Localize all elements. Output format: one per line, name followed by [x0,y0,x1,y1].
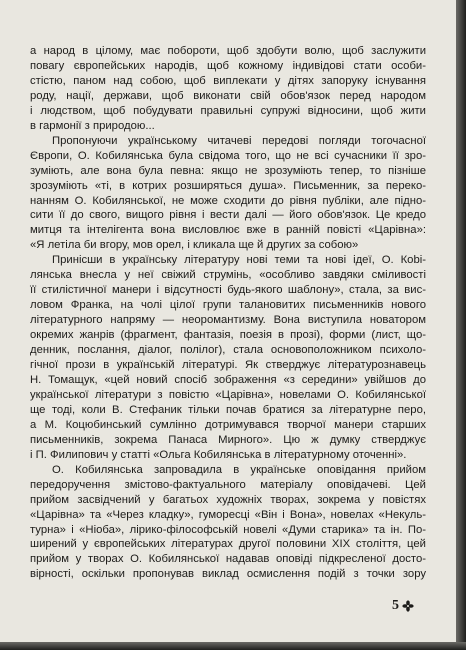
body-text [30,44,426,582]
text-line: «Царівна» та «Через кладку», гуморесці «Він і Вона», новелах «Некуль- [30,508,426,521]
text-line: літературного напряму — неоромантизму. Вона виступила новатором [30,314,426,327]
text-line: стістю, паном над собою, щоб виплекати у дітях запоруку існування [30,74,426,87]
text-line: і П. Филипович у статті «Ольга Кобилянська в літературному оточенні». [30,448,407,461]
text-line: нанням О. Кобилянської, не може сходити до рівня публіки, але підно- [30,194,426,207]
text-line: зрозуміють «ті, в котрих розширяться душа». Письменник, за переко- [30,179,426,192]
scan-edge-bottom [0,642,466,650]
text-line: письменників, зокрема Панаса Мирного». Цю ж думку стверджує [30,433,426,446]
text-line: передоручення змістово-фактуального матеріалу оповідачеві. Цей [30,478,426,491]
text-line: зуміють, але вона була певна: якщо не зрозуміють тепер, то пізніше [30,164,426,177]
text-line: ширений у європейських літературах другої половини XIX століття, цей [30,538,426,551]
text-line: і людством, щоб побудувати правильні супружі відносини, щоб жити [30,104,426,117]
text-line: гічної прози в українській літературі. Як стверджує літературознавець [30,359,426,372]
text-line: прийом засвідчений у багатьох художніх творах, зокрема у повістях [30,493,426,506]
text-line: повагу європейських народів, щоб кожному індивідові стати особи- [30,59,426,72]
text-line: сити її до свого, вищого рівня і вести далі — його обов'язок. Це кредо [30,209,426,222]
text-line: а М. Коцюбинський сумлінно дотримувався творчої манери старших [30,418,426,431]
text-line: денник, послання, діалог, полілог), стала основоположником психоло- [30,344,426,357]
text-line: О. Кобилянська запровадила в українське оповідання прийом [52,463,426,476]
text-line: ловом Франка, на чолі цілої групи талановитих письменників нового [30,299,426,312]
scan-edge-right [456,0,466,650]
text-line: роду, нації, держави, щоб виконати свій обов'язок перед народом [30,89,426,102]
text-line: а народ в цілому, має побороти, щоб здобути волю, щоб заслужити [30,45,426,57]
text-line: Принісши в українську літературу нові теми та нові ідеї, О. Кobi- [52,254,426,267]
text-line: Пропонуючи українському читачеві передові погляди тогочасної [52,134,426,147]
text-line: лянська внесла у неї свіжий струмінь, «особливо завдяки сміливості [30,269,426,282]
text-line: турна» і «Ніоба», лірико-філософській новелі «Думи старика» та ін. По- [30,523,426,536]
text-line: ще тоді, коли В. Стефаник тільки почав братися за літературне перо, [30,403,426,416]
text-line: вірності, оскільки пропонував виклад осмислення подій з точки зору [30,568,426,581]
text-line: в гармонії з природою... [30,119,155,132]
page-number: 5 [392,598,399,613]
text-line: Європи, О. Кобилянська була свідома того, що не всі сучасники її зро- [30,149,426,162]
text-line: її стилістичної манери і відсутності будь-якого шаблону», стала, за вис- [30,284,426,297]
text-line: митця та інтелігента вона висловлює вже в ранній повісті «Царівна»: [30,224,426,237]
text-line: прийом у творах О. Кобилянської надавав оповіді підкресленої досто- [30,553,426,566]
four-petal-flower-icon [402,600,414,612]
text-line: української літератури з повістю «Царівна», новелами О. Кобилянської [30,388,426,401]
text-line: «Я летіла би вгору, мов орел, і кликала ще й других за собою» [30,239,359,252]
text-line: окремих жанрів (фрагмент, фантазія, поезія в прозі), форми (лист, що- [30,329,426,342]
text-line: Н. Томащук, «цей новий спосіб зображення «з середини» увійшов до [30,373,426,386]
